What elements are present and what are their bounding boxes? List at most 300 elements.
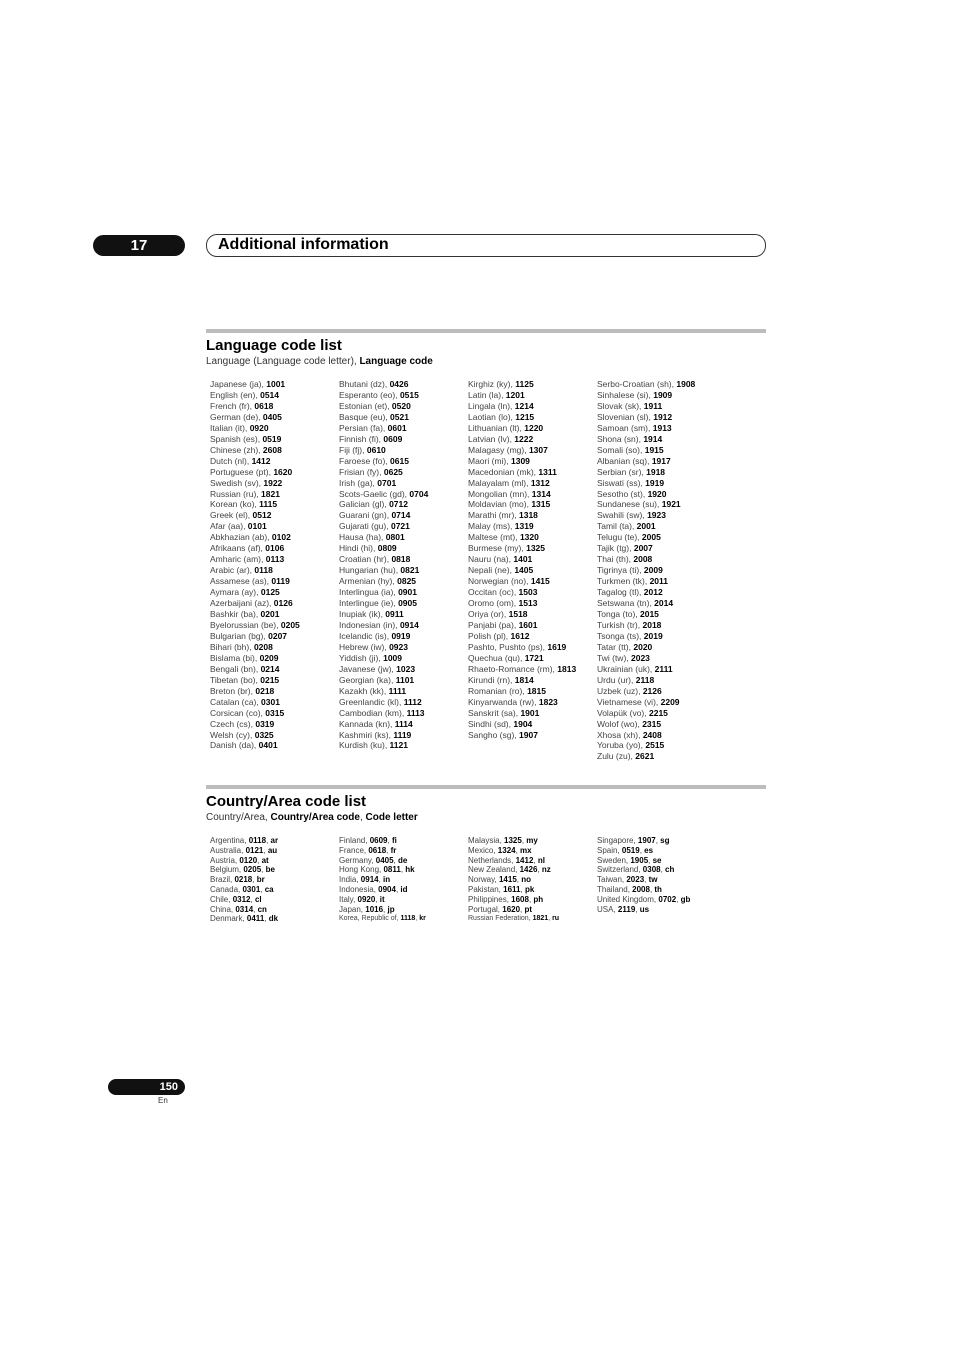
- country-letter: fi: [391, 836, 397, 845]
- language-name: Cambodian (km),: [339, 707, 407, 718]
- country-name: Mexico,: [468, 845, 498, 855]
- country-letter: gb: [680, 894, 691, 904]
- country-code: 1324: [497, 845, 516, 855]
- country-code: 0811: [383, 865, 401, 875]
- country-letter: de: [398, 855, 408, 865]
- country-code: 0218: [234, 875, 253, 885]
- country-name: United Kingdom,: [597, 894, 659, 904]
- country-separator: ,: [252, 875, 257, 885]
- language-name: Uzbek (uz),: [597, 685, 643, 696]
- language-entry: [339, 642, 467, 653]
- language-name: Inupiak (ik),: [339, 609, 386, 620]
- language-entry: [210, 675, 338, 686]
- country-letter: pt: [524, 904, 533, 914]
- country-separator: ,: [261, 865, 266, 875]
- language-name: Finnish (fi),: [339, 433, 384, 444]
- language-code: 0911: [385, 609, 404, 620]
- language-code: 1009: [383, 652, 403, 663]
- country-letter: at: [261, 855, 269, 865]
- language-name: German (de),: [210, 411, 263, 422]
- language-code: 1001: [266, 379, 286, 389]
- country-code: 0121: [245, 845, 264, 855]
- country-entry: [339, 875, 467, 885]
- language-entry: [597, 434, 725, 445]
- country-code: 0702: [658, 894, 677, 904]
- country-subtitle-bold-letter: Code letter: [365, 812, 418, 823]
- country-letter: br: [256, 875, 265, 885]
- language-code: 1612: [510, 630, 530, 641]
- country-code: 0308: [642, 865, 661, 875]
- chapter-title-bar: [206, 234, 766, 257]
- country-entry: [468, 846, 596, 856]
- language-code: 0301: [261, 696, 280, 707]
- country-entry: [597, 865, 725, 875]
- country-section-title: Country/Area code list: [206, 793, 367, 810]
- chapter-number-tab: 17: [93, 235, 185, 256]
- country-letter: es: [644, 845, 654, 855]
- language-code: 1601: [518, 619, 538, 630]
- language-entry: [468, 554, 596, 565]
- language-name: Occitan (oc),: [468, 587, 519, 598]
- language-name: Urdu (ur),: [597, 674, 636, 685]
- country-name: USA,: [597, 904, 618, 914]
- country-name: Malaysia,: [468, 836, 505, 845]
- language-name: Bhutani (dz),: [339, 379, 390, 389]
- language-name: Tibetan (bo),: [210, 674, 261, 685]
- country-entry: [339, 895, 467, 905]
- language-name: Bihari (bh),: [210, 641, 254, 652]
- language-name: Polish (pl),: [468, 630, 511, 641]
- country-name: Norway,: [468, 875, 499, 885]
- language-entry: [210, 642, 338, 653]
- country-separator: ,: [415, 915, 420, 923]
- language-name: Slovak (sk),: [597, 400, 644, 411]
- language-name: Swahili (sw),: [597, 510, 648, 521]
- country-separator: ,: [257, 855, 262, 865]
- country-name: Italy,: [339, 894, 358, 904]
- language-name: Lingala (ln),: [468, 400, 515, 411]
- country-entry: [468, 875, 596, 885]
- country-letter: it: [379, 894, 385, 904]
- language-code: 1112: [403, 696, 422, 707]
- language-entry: [210, 730, 338, 741]
- language-name: Kirundi (rn),: [468, 674, 515, 685]
- language-code: 1518: [508, 609, 528, 620]
- language-code: 0215: [260, 674, 280, 685]
- language-code: 0426: [389, 379, 409, 389]
- language-code: 0609: [383, 433, 403, 444]
- language-name: Kannada (kn),: [339, 718, 395, 729]
- country-column-3: [468, 836, 596, 924]
- country-code: 0914: [360, 875, 379, 885]
- country-separator: ,: [655, 836, 661, 845]
- language-name: Arabic (ar),: [210, 565, 255, 576]
- country-entry: [468, 836, 596, 846]
- country-name: Thailand,: [597, 884, 633, 894]
- language-entry: [210, 554, 338, 565]
- country-entry: [468, 885, 596, 895]
- language-code: 1314: [531, 488, 551, 499]
- language-code: 2515: [645, 740, 665, 751]
- language-entry: [597, 489, 725, 500]
- country-code: 1325: [504, 836, 522, 845]
- language-name: Afar (aa),: [210, 521, 248, 532]
- language-entry: [210, 686, 338, 697]
- language-name: Quechua (qu),: [468, 652, 525, 663]
- language-entry: [468, 642, 596, 653]
- language-entry: [468, 510, 596, 521]
- language-entry: [468, 708, 596, 719]
- language-entry: [468, 664, 596, 675]
- country-code: 1905: [630, 855, 649, 865]
- country-name: Switzerland,: [597, 865, 643, 875]
- language-entry: [468, 456, 596, 467]
- country-code: 1611: [503, 884, 521, 894]
- language-code: 0825: [397, 576, 417, 587]
- language-name: Marathi (mr),: [468, 510, 519, 521]
- country-separator: ,: [533, 855, 538, 865]
- language-name: Tagalog (tl),: [597, 587, 644, 598]
- language-code: 0126: [273, 598, 293, 609]
- country-name: Taiwan,: [597, 875, 627, 885]
- language-name: Somali (so),: [597, 444, 645, 455]
- language-name: Laotian (lo),: [468, 411, 516, 422]
- language-entry: [597, 751, 725, 762]
- country-letter: cn: [257, 904, 267, 914]
- country-column-2: [339, 836, 467, 924]
- language-code: 1921: [661, 499, 681, 510]
- language-entry: [597, 664, 725, 675]
- country-name: Denmark,: [210, 914, 247, 924]
- language-code: 1503: [518, 587, 538, 598]
- country-code: 2119: [617, 904, 636, 914]
- country-name: China,: [210, 904, 236, 914]
- country-subtitle-plain: Country/Area,: [206, 812, 271, 823]
- country-letter: mx: [520, 845, 532, 855]
- language-code: 1909: [653, 389, 673, 400]
- language-entry: [339, 675, 467, 686]
- language-code: 2118: [635, 674, 655, 685]
- language-name: Afrikaans (af),: [210, 543, 266, 554]
- language-code: 1923: [647, 510, 666, 521]
- language-name: Twi (tw),: [597, 652, 631, 663]
- country-entry: [468, 895, 596, 905]
- language-code: 0721: [390, 521, 410, 532]
- language-name: Greenlandic (kl),: [339, 696, 404, 707]
- language-entry: [468, 730, 596, 741]
- language-code: 1912: [653, 411, 673, 422]
- language-code: 1405: [514, 565, 534, 576]
- language-name: Serbo-Croatian (sh),: [597, 379, 677, 389]
- language-name: Nauru (na),: [468, 554, 514, 565]
- language-entry: [339, 740, 467, 751]
- country-separator: ,: [515, 845, 521, 855]
- language-entry: [210, 390, 338, 401]
- language-entry: [597, 565, 725, 576]
- language-code: 1904: [513, 718, 533, 729]
- language-name: Spanish (es),: [210, 433, 263, 444]
- language-entry: [210, 653, 338, 664]
- language-name: Javanese (jw),: [339, 663, 397, 674]
- language-name: Catalan (ca),: [210, 696, 262, 707]
- language-code: 1920: [647, 488, 667, 499]
- language-code: 0118: [254, 565, 273, 576]
- language-name: Rhaeto-Romance (rm),: [468, 663, 558, 674]
- language-code: 1907: [519, 729, 538, 740]
- language-name: Byelorussian (be),: [210, 619, 281, 630]
- language-code: 0618: [254, 400, 274, 411]
- language-entry: [210, 456, 338, 467]
- language-name: Azerbaijani (az),: [210, 598, 274, 609]
- language-entry: [339, 379, 467, 390]
- language-entry: [210, 697, 338, 708]
- language-name: Dutch (nl),: [210, 455, 252, 466]
- language-entry: [468, 598, 596, 609]
- language-code: 1915: [644, 444, 664, 455]
- language-name: Malayalam (ml),: [468, 477, 531, 488]
- country-separator: ,: [393, 855, 398, 865]
- language-entry: [210, 631, 338, 642]
- language-code: 1917: [651, 455, 671, 466]
- language-entry: [339, 730, 467, 741]
- country-entry: [210, 895, 338, 905]
- language-name: Esperanto (eo),: [339, 389, 400, 400]
- country-letter: no: [521, 875, 531, 885]
- language-name: Assamese (as),: [210, 576, 272, 587]
- language-name: Czech (cs),: [210, 718, 256, 729]
- country-separator: ,: [537, 865, 542, 875]
- country-letter: kr: [419, 915, 426, 923]
- country-code: 1412: [515, 855, 534, 865]
- language-name: Zulu (zu),: [597, 751, 636, 762]
- language-entry: [468, 379, 596, 390]
- language-code: 0205: [280, 619, 300, 630]
- country-code: 1821: [532, 915, 549, 923]
- language-code: 1721: [524, 652, 544, 663]
- language-entry: [339, 390, 467, 401]
- country-entry: [339, 856, 467, 866]
- country-separator: ,: [260, 884, 265, 894]
- language-entry: [339, 620, 467, 631]
- language-entry: [210, 576, 338, 587]
- language-code: 1115: [259, 499, 278, 510]
- country-separator: ,: [644, 875, 649, 885]
- language-entry: [339, 554, 467, 565]
- language-code: 0923: [389, 641, 408, 652]
- language-entry: [210, 532, 338, 543]
- language-code: 0701: [377, 477, 397, 488]
- language-code: 1821: [261, 488, 280, 499]
- language-name: Portuguese (pt),: [210, 466, 274, 477]
- language-name: Bengali (bn),: [210, 663, 261, 674]
- language-entry: [468, 686, 596, 697]
- country-entry: [597, 895, 725, 905]
- country-code: 1907: [637, 836, 656, 845]
- language-entry: [597, 532, 725, 543]
- language-entry: [468, 675, 596, 686]
- language-code: 0712: [389, 499, 408, 510]
- language-name: Gujarati (gu),: [339, 521, 391, 532]
- language-entry: [210, 499, 338, 510]
- country-code: 0205: [243, 865, 262, 875]
- country-letter: nl: [537, 855, 545, 865]
- language-name: Guarani (gn),: [339, 510, 392, 521]
- language-code: 2009: [643, 565, 663, 576]
- language-code: 0113: [265, 554, 285, 565]
- language-name: Abkhazian (ab),: [210, 532, 272, 543]
- language-name: Hungarian (hu),: [339, 565, 401, 576]
- country-letter: us: [639, 904, 650, 914]
- country-entry: [597, 875, 725, 885]
- language-name: Tonga (to),: [597, 609, 640, 620]
- language-code: 1922: [263, 477, 283, 488]
- language-code: 0520: [391, 400, 411, 411]
- country-letter: ch: [665, 865, 675, 875]
- country-code: 0411: [246, 914, 265, 924]
- country-entry: [339, 905, 467, 915]
- language-code: 2408: [642, 729, 662, 740]
- language-code: 1111: [388, 685, 407, 696]
- language-entry: [339, 708, 467, 719]
- country-entry: [339, 885, 467, 895]
- language-code: 1415: [530, 576, 550, 587]
- country-separator: ,: [253, 904, 258, 914]
- language-code: 1911: [643, 400, 663, 411]
- country-letter: tw: [648, 875, 658, 885]
- country-letter: pk: [524, 884, 535, 894]
- language-code: 1215: [515, 411, 535, 422]
- language-name: Estonian (et),: [339, 400, 392, 411]
- language-entry: [210, 489, 338, 500]
- language-name: Lithuanian (lt),: [468, 422, 525, 433]
- language-name: Wolof (wo),: [597, 718, 643, 729]
- language-entry: [597, 631, 725, 642]
- country-entry: [339, 914, 467, 924]
- language-name: Welsh (cy),: [210, 729, 255, 740]
- language-code: 1318: [519, 510, 538, 521]
- language-name: Fiji (fj),: [339, 444, 367, 455]
- language-entry: [468, 719, 596, 730]
- language-name: Interlingue (ie),: [339, 598, 399, 609]
- language-entry: [339, 653, 467, 664]
- language-name: Setswana (tn),: [597, 598, 655, 609]
- language-name: Malay (ms),: [468, 521, 515, 532]
- country-letter: dk: [268, 914, 279, 924]
- language-code: 1908: [676, 379, 696, 389]
- language-entry: [468, 401, 596, 412]
- language-code: 1114: [394, 718, 413, 729]
- country-entry: [210, 836, 338, 846]
- country-letter: jp: [387, 904, 395, 914]
- language-code: 2012: [643, 587, 663, 598]
- language-code: 1119: [393, 729, 412, 740]
- country-name: Japan,: [339, 904, 366, 914]
- language-entry: [339, 412, 467, 423]
- language-code: 1023: [396, 663, 416, 674]
- language-name: Romanian (ro),: [468, 685, 528, 696]
- language-name: Turkmen (tk),: [597, 576, 650, 587]
- language-name: Kirghiz (ky),: [468, 379, 516, 389]
- language-code: 0905: [398, 598, 417, 609]
- country-letter: th: [654, 884, 662, 894]
- language-code: 1919: [645, 477, 665, 488]
- language-entry: [339, 532, 467, 543]
- country-letter: ru: [552, 915, 560, 923]
- language-entry: [210, 543, 338, 554]
- country-entry: [597, 846, 725, 856]
- country-code: 2023: [626, 875, 645, 885]
- language-code: 1320: [519, 532, 539, 543]
- country-separator: ,: [378, 875, 384, 885]
- country-separator: ,: [635, 904, 640, 914]
- language-name: Basque (eu),: [339, 411, 391, 422]
- country-name: New Zealand,: [468, 865, 520, 875]
- language-name: Croatian (hr),: [339, 554, 392, 565]
- country-letter: ar: [270, 836, 279, 845]
- language-name: Mongolian (mn),: [468, 488, 532, 499]
- language-code: 0214: [260, 663, 280, 674]
- country-letter: nz: [541, 865, 551, 875]
- language-entry: [468, 478, 596, 489]
- language-subtitle-bold: Language code: [359, 356, 433, 367]
- language-entry: [339, 664, 467, 675]
- language-entry: [468, 412, 596, 423]
- language-code: 1412: [251, 455, 271, 466]
- language-entry: [597, 510, 725, 521]
- language-entry: [210, 565, 338, 576]
- language-name: Tajik (tg),: [597, 543, 634, 554]
- language-code: 2005: [641, 532, 661, 543]
- language-name: Pashto, Pushto (ps),: [468, 641, 548, 652]
- language-code: 1325: [526, 543, 546, 554]
- language-entry: [468, 565, 596, 576]
- language-entry: [210, 719, 338, 730]
- country-entry: [210, 865, 338, 875]
- country-column-1: [210, 836, 338, 924]
- country-subtitle-bold-code: Country/Area code: [270, 812, 360, 823]
- language-entry: [468, 390, 596, 401]
- language-section-rule: [206, 329, 766, 333]
- language-entry: [468, 587, 596, 598]
- language-name: Sinhalese (si),: [597, 389, 654, 400]
- language-name: Maori (mi),: [468, 455, 511, 466]
- language-entry: [339, 445, 467, 456]
- country-entry: [339, 865, 467, 875]
- country-name: Argentina,: [210, 836, 249, 845]
- language-code: 2315: [642, 718, 662, 729]
- language-entry: [339, 543, 467, 554]
- language-name: English (en),: [210, 389, 261, 400]
- language-entry: [597, 554, 725, 565]
- language-name: Faroese (fo),: [339, 455, 391, 466]
- language-name: Latin (la),: [468, 389, 506, 400]
- country-code: 2008: [632, 884, 650, 894]
- language-name: Sindhi (sd),: [468, 718, 514, 729]
- language-name: Korean (ko),: [210, 499, 260, 510]
- language-entry: [210, 587, 338, 598]
- language-entry: [210, 609, 338, 620]
- country-entry: [210, 846, 338, 856]
- country-separator: ,: [649, 884, 655, 894]
- country-name: India,: [339, 875, 361, 885]
- language-name: Italian (it),: [210, 422, 250, 433]
- language-entry: [339, 423, 467, 434]
- country-separator: ,: [520, 904, 525, 914]
- language-entry: [339, 499, 467, 510]
- language-name: Kashmiri (ks),: [339, 729, 394, 740]
- language-name: Vietnamese (vi),: [597, 696, 661, 707]
- language-name: Moldavian (mo),: [468, 499, 532, 510]
